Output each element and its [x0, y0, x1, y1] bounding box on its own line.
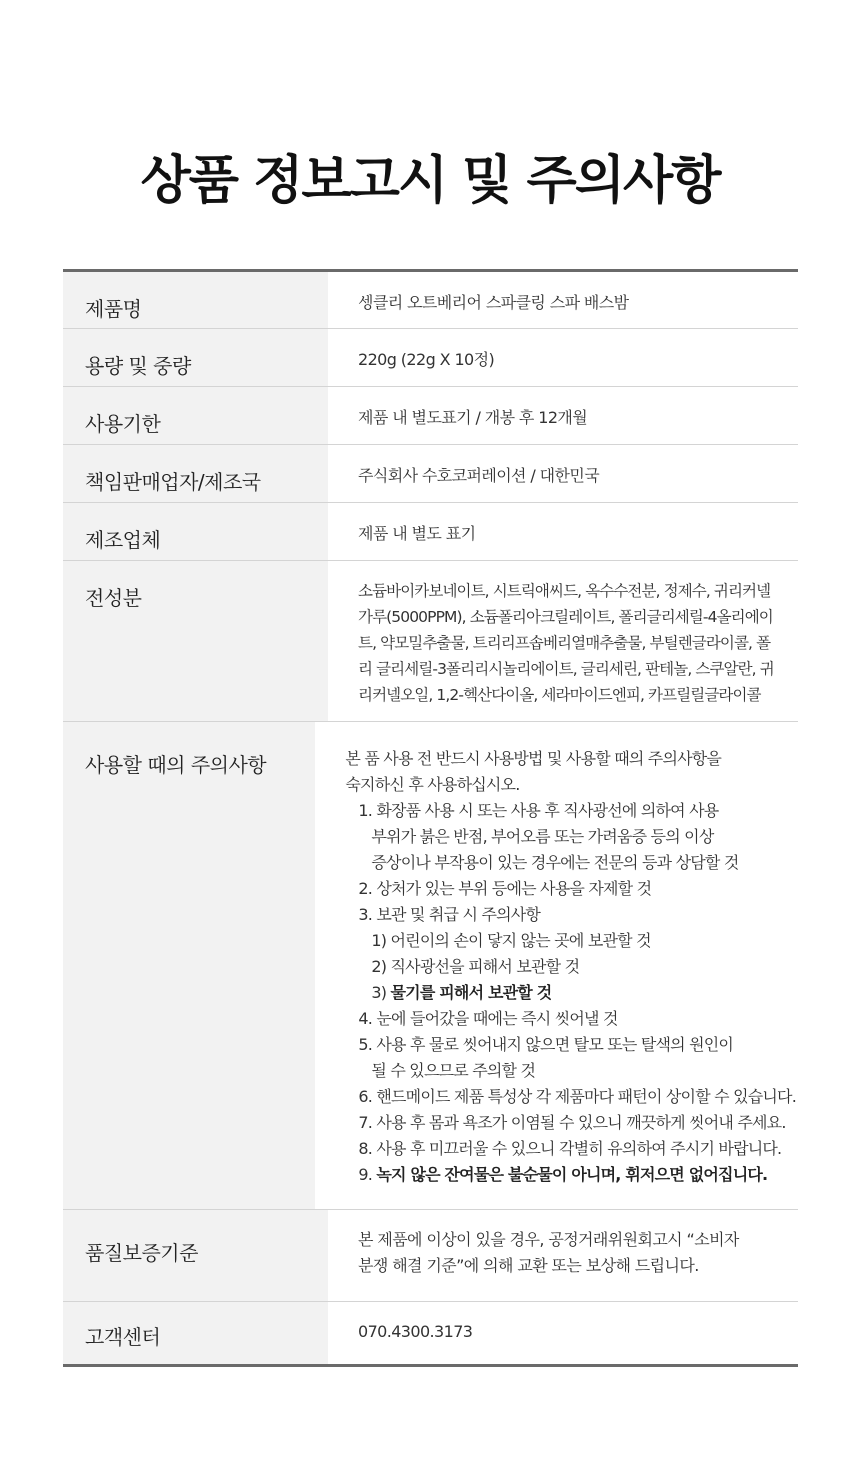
caution-item-5: 5. 사용 후 물로 씻어내지 않으면 탈모 또는 탈색의 원인이: [358, 1035, 734, 1054]
caution-item-5-cont: 될 수 있으므로 주의할 것: [371, 1061, 536, 1080]
row-value: 제품 내 별도표기 / 개봉 후 12개월: [358, 408, 588, 427]
caution-item-2: 2. 상처가 있는 부위 등에는 사용을 자제할 것: [358, 879, 652, 898]
caution-subitem-1: 1) 어린이의 손이 닿지 않는 곳에 보관할 것: [371, 931, 651, 950]
ingredients-line: 소듐바이카보네이트, 시트릭애씨드, 옥수수전분, 정제수, 귀리커넬: [358, 582, 771, 600]
row-quality-standard: [63, 1210, 798, 1302]
caution-item-8: 8. 사용 후 미끄러울 수 있으니 각별히 유의하여 주시기 바랍니다.: [358, 1139, 782, 1158]
caution-item-9: [345, 1162, 796, 1188]
caution-item-9-number: 9.: [358, 1165, 377, 1184]
ingredients-line: 트, 약모밀추출물, 트리리프솝베리열매추출물, 부틸렌글라이콜, 폴: [358, 634, 771, 652]
row-volume: [63, 329, 798, 387]
ingredients-line: 리 글리세릴-3폴리리시놀리에이트, 글리세린, 판테놀, 스쿠알란, 귀: [358, 660, 774, 678]
row-label: 전성분: [63, 561, 328, 721]
caution-item-1: 1. 화장품 사용 시 또는 사용 후 직사광선에 의하여 사용: [358, 801, 719, 820]
row-product-name: [63, 272, 798, 329]
page-title: 상품 정보고시 및 주의사항: [140, 151, 720, 211]
quality-line: 분쟁 해결 기준”에 의해 교환 또는 보상해 드립니다.: [358, 1256, 699, 1275]
caution-subitem-3-number: 3): [371, 983, 391, 1002]
caution-intro-line: 숙지하신 후 사용하십시오.: [345, 775, 520, 794]
ingredients-line: 리커넬오일, 1,2-헥산다이올, 세라마이드엔피, 카프릴릴글라이콜: [358, 686, 761, 704]
caution-item-6: 6. 핸드메이드 제품 특성상 각 제품마다 패턴이 상이할 수 있습니다.: [358, 1087, 796, 1106]
caution-item-1-cont: 증상이나 부작용이 있는 경우에는 전문의 등과 상담할 것: [371, 853, 739, 872]
row-label: 제조업체: [63, 503, 328, 560]
row-label: 용량 및 중량: [63, 329, 328, 386]
caution-subitem-3: [345, 980, 796, 1006]
row-label: 사용할 때의 주의사항: [63, 722, 315, 1209]
row-label: 책임판매업자/제조국: [63, 445, 328, 502]
row-expiry: [63, 387, 798, 445]
product-info-table: [63, 269, 798, 1367]
row-ingredients: [63, 561, 798, 722]
caution-text: [315, 722, 798, 1209]
row-label: 제품명: [63, 272, 328, 328]
quality-line: 본 제품에 이상이 있을 경우, 공정거래위원회고시 “소비자: [358, 1230, 739, 1249]
ingredients-text: [328, 561, 798, 721]
quality-text: [328, 1210, 798, 1301]
row-value: 셍클리 오트베리어 스파클링 스파 배스밤: [358, 293, 629, 312]
caution-item-9-text: 녹지 않은 잔여물은 불순물이 아니며, 휘저으면 없어집니다.: [376, 1165, 768, 1184]
row-value: 220g (22g X 10정): [358, 350, 495, 369]
caution-item-1-cont: 부위가 붉은 반점, 부어오름 또는 가려움증 등의 이상: [371, 827, 714, 846]
row-value: 제품 내 별도 표기: [358, 524, 476, 543]
row-label: 고객센터: [63, 1302, 328, 1364]
customer-center-phone: 070.4300.3173: [358, 1322, 473, 1341]
ingredients-line: 가루(5000PPM), 소듐폴리아크릴레이트, 폴리글리세릴-4올리에이: [358, 608, 773, 626]
row-seller: [63, 445, 798, 503]
caution-item-4: 4. 눈에 들어갔을 때에는 즉시 씻어낼 것: [358, 1009, 618, 1028]
caution-item-3: 3. 보관 및 취급 시 주의사항: [358, 905, 541, 924]
row-value: 주식회사 수호코퍼레이션 / 대한민국: [358, 466, 600, 485]
row-manufacturer: [63, 503, 798, 561]
caution-intro-line: 본 품 사용 전 반드시 사용방법 및 사용할 때의 주의사항을: [345, 749, 722, 768]
row-label: 품질보증기준: [63, 1210, 328, 1301]
caution-item-7: 7. 사용 후 몸과 욕조가 이염될 수 있으니 깨끗하게 씻어내 주세요.: [358, 1113, 786, 1132]
row-label: 사용기한: [63, 387, 328, 444]
caution-subitem-2: 2) 직사광선을 피해서 보관할 것: [371, 957, 580, 976]
row-caution: [63, 722, 798, 1210]
row-customer-center: [63, 1302, 798, 1364]
caution-subitem-3-text: 물기를 피해서 보관할 것: [390, 983, 552, 1002]
